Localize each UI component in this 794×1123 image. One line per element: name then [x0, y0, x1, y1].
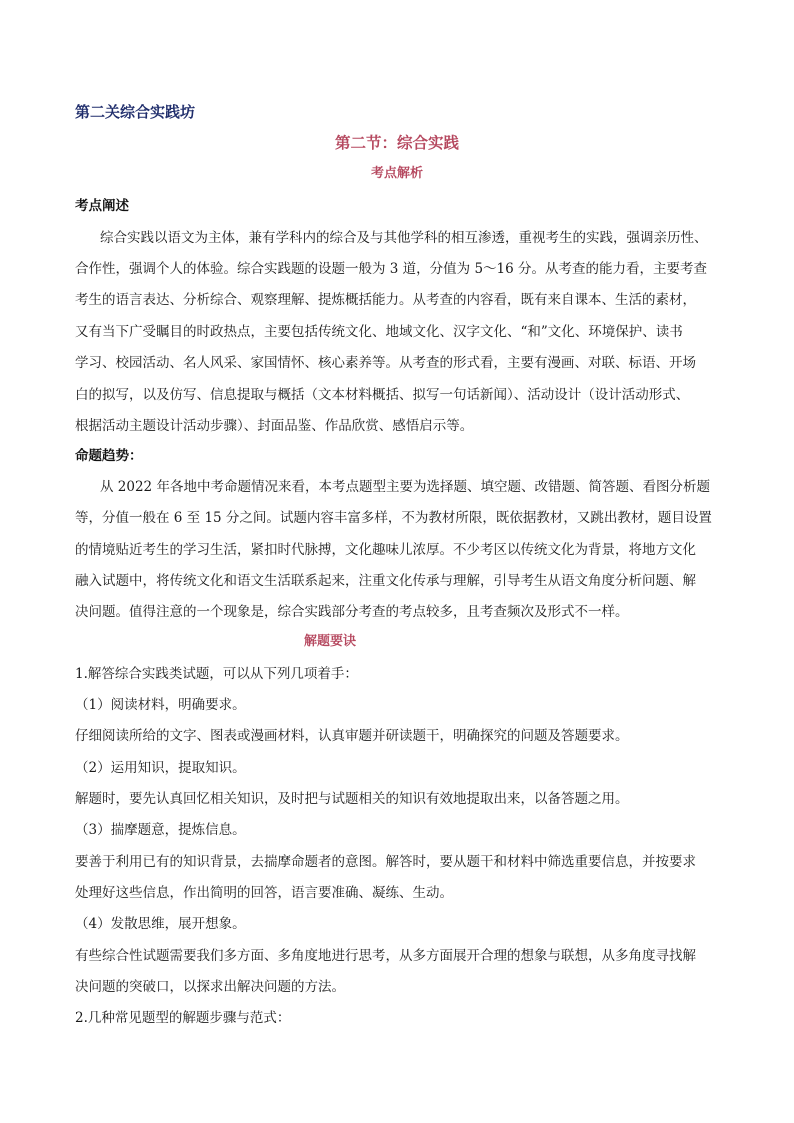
- kaodian-line: 根据活动主题设计活动步骤）、封面品鉴、作品欣赏、感悟启示等。: [75, 418, 474, 434]
- kaodian-line: 考生的语言表达、分析综合、观察理解、提炼概括能力。从考查的内容看，既有来自课本、生活的素材，: [75, 292, 696, 308]
- method-item-text: 要善于利用已有的知识背景，去揣摩命题者的意图。解答时，要从题干和材料中筛选重要信息，并按要求: [75, 854, 696, 870]
- trend-heading: 命题趋势：: [75, 448, 143, 464]
- method-item-label: （1）阅读材料，明确要求。: [75, 697, 246, 713]
- trend-line: 的情境贴近考生的学习生活，紧扣时代脉搏，文化趣味儿浓厚。不少考区以传统文化为背景，将地方文化: [75, 542, 696, 558]
- analysis-title: 考点解析: [370, 166, 423, 181]
- section-title: 第二节：综合实践: [334, 133, 459, 152]
- chapter-title: 第二关综合实践坊: [75, 103, 196, 121]
- trend-line: 融入试题中，将传统文化和语文生活联系起来，注重文化传承与理解，引导考生从语文角度分析问题、解: [75, 573, 696, 589]
- kaodian-line: 又有当下广受瞩目的时政热点，主要包括传统文化、地域文化、汉字文化、“和”文化、环境保护、读书: [75, 324, 683, 340]
- method-item-label: （2）运用知识，提取知识。: [75, 760, 246, 776]
- trend-line: 从 2022 年各地中考命题情况来看，本考点题型主要为选择题、填空题、改错题、简答题、看图分析题: [100, 479, 710, 495]
- method-item-label: （4）发散思维，展开想象。: [75, 916, 246, 932]
- method-item-text: 解题时，要先认真回忆相关知识，及时把与试题相关的知识有效地提取出来，以备答题之用。: [75, 791, 629, 807]
- method-item-text: 决问题的突破口，以探求出解决问题的方法。: [75, 979, 345, 995]
- method-item-label: （3）揣摩题意，提炼信息。: [75, 822, 246, 838]
- kaodian-heading: 考点阐述: [75, 198, 129, 214]
- method-title: 解题要诀: [303, 634, 356, 649]
- method-outro: 2.几种常见题型的解题步骤与范式：: [75, 1010, 291, 1026]
- method-intro: 1.解答综合实践类试题，可以从下列几项着手：: [75, 666, 358, 682]
- kaodian-line: 学习、校园活动、名人风采、家国情怀、核心素养等。从考查的形式看，主要有漫画、对联、标语、开场: [75, 355, 696, 371]
- method-item-text: 有些综合性试题需要我们多方面、多角度地进行思考，从多方面展开合理的想象与联想，从多角度寻找解: [75, 948, 696, 964]
- kaodian-line: 综合实践以语文为主体，兼有学科内的综合及与其他学科的相互渗透，重视考生的实践，强调亲历性、: [100, 230, 708, 246]
- method-item-text: 仔细阅读所给的文字、图表或漫画材料，认真审题并研读题干，明确探究的问题及答题要求。: [75, 728, 629, 744]
- trend-line: 等，分值一般在 6 至 15 分之间。试题内容丰富多样，不为教材所限，既依据教材，又跳出教材，题目设置: [75, 510, 712, 526]
- kaodian-line: 合作性，强调个人的体验。综合实践题的设题一般为 3 道，分值为 5～16 分。从考查的能力看，主要考查: [75, 261, 708, 277]
- method-item-text: 处理好这些信息，作出简明的回答，语言要准确、凝练、生动。: [75, 885, 453, 901]
- kaodian-line: 白的拟写，以及仿写、信息提取与概括（文本材料概括、拟写一句话新闻）、活动设计（设计活动形式、: [75, 387, 690, 403]
- trend-line: 决问题。值得注意的一个现象是，综合实践部分考查的考点较多，且考查频次及形式不一样。: [75, 604, 629, 620]
